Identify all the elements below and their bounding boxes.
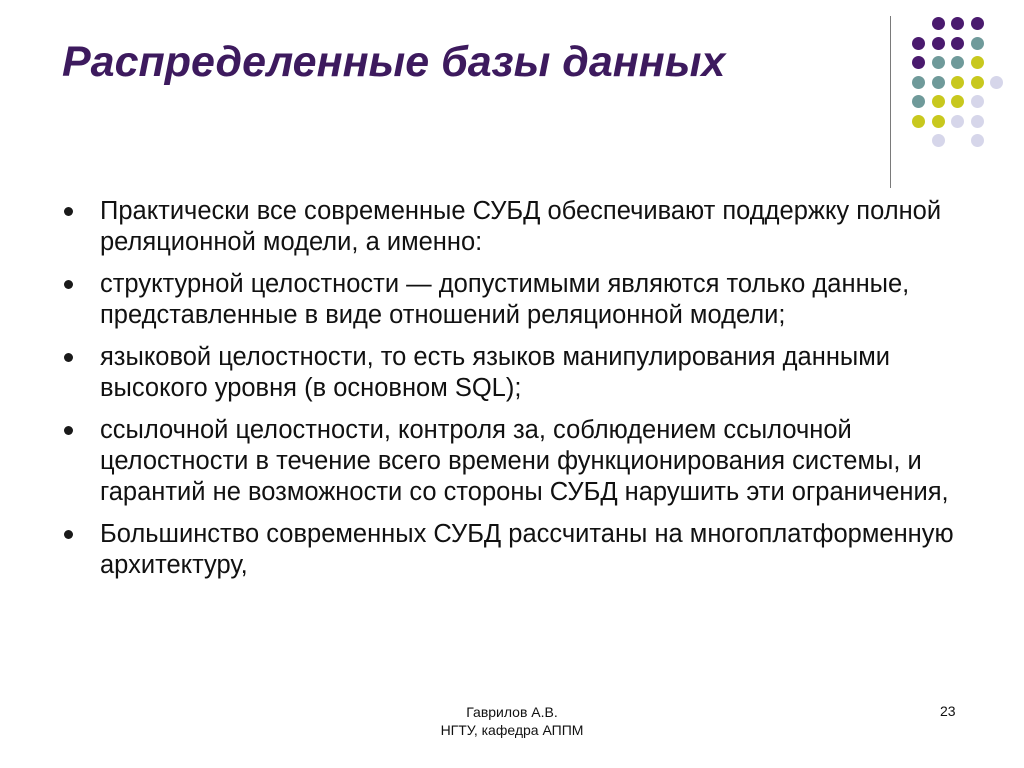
bullet-text: ссылочной целостности, контроля за, соблюдением ссылочной целостности в течение всего времени функционирования системы, и гарантий не возможности со стороны СУБД нарушить эти ограничения, <box>100 416 949 506</box>
decor-dot-icon <box>932 115 945 128</box>
decor-dot-icon <box>912 37 925 50</box>
decor-dot-icon <box>932 37 945 50</box>
decor-dot-icon <box>971 115 984 128</box>
decor-dot-icon <box>971 56 984 69</box>
bullet-text: языковой целостности, то есть языков манипулирования данными высокого уровня (в основном SQL); <box>100 343 891 402</box>
bullet-dot-icon <box>64 426 73 435</box>
decorative-dot-grid <box>0 0 1024 200</box>
decor-dot-icon <box>971 17 984 30</box>
decor-dot-icon <box>951 17 964 30</box>
bullet-item <box>62 196 962 258</box>
decor-dot-icon <box>971 76 984 89</box>
slide-content <box>62 196 962 592</box>
decor-dot-icon <box>951 37 964 50</box>
bullet-item <box>62 342 962 404</box>
bullet-dot-icon <box>64 530 73 539</box>
decor-dot-icon <box>951 56 964 69</box>
bullet-list <box>62 196 962 581</box>
slide-title: Распределенные базы данных <box>62 38 726 86</box>
decor-dot-icon <box>912 115 925 128</box>
bullet-text: структурной целостности — допустимыми являются только данные, представленные в виде отношений реляционной модели; <box>100 270 910 329</box>
decor-dot-icon <box>932 134 945 147</box>
decor-dot-icon <box>932 95 945 108</box>
decor-dot-icon <box>951 95 964 108</box>
decor-dot-icon <box>971 95 984 108</box>
decor-dot-icon <box>912 76 925 89</box>
vertical-divider <box>890 16 891 188</box>
bullet-dot-icon <box>64 353 73 362</box>
decor-dot-icon <box>912 95 925 108</box>
decor-dot-icon <box>971 134 984 147</box>
footer-author <box>0 703 1024 739</box>
footer-department: НГТУ, кафедра АППМ <box>440 722 584 738</box>
decor-dot-icon <box>932 76 945 89</box>
decor-dot-icon <box>932 56 945 69</box>
decor-dot-icon <box>951 115 964 128</box>
page-number: 23 <box>940 703 956 719</box>
bullet-text: Практически все современные СУБД обеспечивают поддержку полной реляционной модели, а именно: <box>100 197 942 256</box>
bullet-item <box>62 519 962 581</box>
bullet-dot-icon <box>64 207 73 216</box>
bullet-item <box>62 269 962 331</box>
footer-author-name: Гаврилов А.В. <box>466 704 558 720</box>
bullet-text: Большинство современных СУБД рассчитаны на многоплатформенную архитектуру, <box>100 520 954 579</box>
bullet-dot-icon <box>64 280 73 289</box>
decor-dot-icon <box>932 17 945 30</box>
decor-dot-icon <box>971 37 984 50</box>
bullet-item <box>62 415 962 508</box>
decor-dot-icon <box>951 76 964 89</box>
decor-dot-icon <box>990 76 1003 89</box>
decor-dot-icon <box>912 56 925 69</box>
